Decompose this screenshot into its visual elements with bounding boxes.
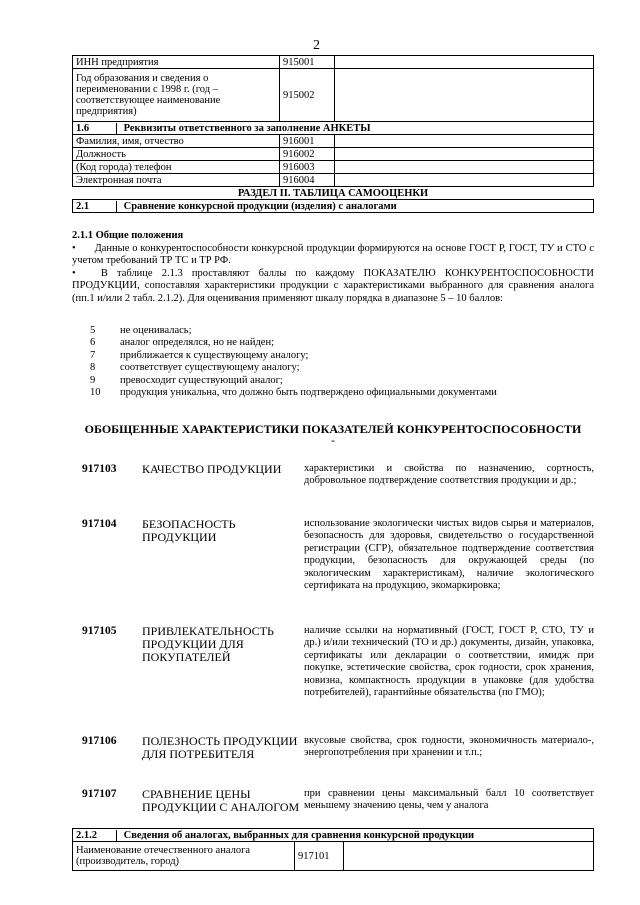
phone-label: (Код города) телефон	[73, 161, 280, 174]
table-row	[73, 174, 594, 187]
general-bullet-2	[72, 268, 594, 305]
section-header-row	[73, 122, 594, 135]
score-value: 9	[90, 374, 96, 386]
score-text: приближается к существующему аналогу;	[120, 349, 309, 361]
indicators-title	[72, 422, 594, 447]
questionnaire-table-top	[72, 55, 594, 213]
indicator-description: характеристики и свойства по назначению, сортность, добровольное подтверждение соответствия продукции и др.;	[304, 463, 594, 487]
position-value-field[interactable]	[335, 148, 594, 161]
table-row	[73, 161, 594, 174]
score-value: 7	[90, 349, 96, 361]
score-text: не оценивалась;	[120, 325, 192, 336]
list-item	[90, 362, 497, 374]
position-label: Должность	[73, 148, 280, 161]
inn-code: 915001	[280, 56, 335, 69]
section-header-row	[73, 200, 594, 213]
section-2-1-2-title: Сведения об аналогах, выбранных для сравнения конкурсной продукции	[123, 829, 475, 841]
email-label: Электронная почта	[73, 174, 280, 187]
score-scale-list	[90, 325, 497, 399]
indicator-name: КАЧЕСТВО ПРОДУКЦИИ	[142, 462, 282, 476]
indicators-title-text: ОБОБЩЕННЫЕ ХАРАКТЕРИСТИКИ ПОКАЗАТЕЛЕЙ КОНКУРЕНТОСПОСОБНОСТИ	[84, 422, 582, 436]
section-2-1	[73, 200, 594, 213]
indicator-name: БЕЗОПАСНОСТЬ ПРОДУКЦИИ	[142, 517, 236, 544]
general-provisions-heading: 2.1.1 Общие положения	[72, 230, 184, 241]
indicator-price-comparison	[72, 788, 594, 828]
section-2-1-2-number: 2.1.2	[73, 830, 117, 841]
list-item	[90, 375, 497, 387]
position-code: 916002	[280, 148, 335, 161]
founding-year-label: Год образования и сведения о переименовании с 1998 г. (год – соответствующее наименование предприятия)	[73, 69, 280, 122]
indicator-code: 917107	[82, 788, 117, 800]
general-bullet-1-text: Данные о конкурентоспособности конкурсной продукции формируются на основе ГОСТ Р, ГОСТ, ТУ и СТО с учетом требований ТР ТС и ТР РФ.	[72, 243, 594, 267]
score-value: 8	[90, 362, 96, 374]
table-row	[73, 842, 594, 871]
section-2-1-number: 2.1	[73, 201, 117, 212]
fio-label: Фамилия, имя, отчество	[73, 135, 280, 148]
indicator-name: ПРИВЛЕКАТЕЛЬНОСТЬ ПРОДУКЦИИ ДЛЯ ПОКУПАТЕЛЕЙ	[142, 624, 274, 664]
general-bullet-1	[72, 243, 594, 268]
fio-value-field[interactable]	[335, 135, 594, 148]
bullet-symbol: •	[72, 243, 76, 254]
part-title-row	[73, 187, 594, 200]
indicator-code: 917103	[82, 463, 117, 475]
indicator-description: вкусовые свойства, срок годности, экономичность материало-, энергопотребления при хранении и т.п.;	[304, 735, 594, 759]
list-item	[90, 337, 497, 349]
score-value: 5	[90, 325, 96, 336]
questionnaire-table-bottom	[72, 828, 594, 871]
score-text: соответствует существующему аналогу;	[120, 362, 300, 374]
indicator-name: СРАВНЕНИЕ ЦЕНЫ ПРОДУКЦИИ С АНАЛОГОМ	[142, 787, 300, 814]
analog-name-label: Наименование отечественного аналога (производитель, город)	[73, 842, 295, 871]
table-row	[73, 56, 594, 69]
score-value: 10	[90, 387, 101, 399]
section-1-6-title: Реквизиты ответственного за заполнение АНКЕТЫ	[123, 122, 371, 134]
score-text: аналог определялся, но не найден;	[120, 337, 274, 349]
indicator-code: 917106	[82, 735, 117, 747]
page-number: 2	[313, 38, 320, 53]
list-item	[90, 387, 497, 399]
list-item	[90, 350, 497, 362]
indicator-code: 917104	[82, 518, 117, 530]
table-row	[73, 148, 594, 161]
inn-value-field[interactable]	[335, 56, 594, 69]
indicator-safety	[72, 518, 594, 613]
email-code: 916004	[280, 174, 335, 187]
part-2-title: РАЗДЕЛ II. ТАБЛИЦА САМООЦЕНКИ	[237, 187, 429, 199]
score-text: превосходит существующий аналог;	[120, 374, 283, 386]
indicator-description: наличие ссылки на нормативный (ГОСТ, ГОСТ Р, СТО, ТУ и др.) и/или технический (ТО и др.) документы, дизайн, упаковка, сертификаты или декларации о соответствии, имидж при покупке, эстетические свойства, срок годности, срок хранения, новизна, компактность продукции в упаковке (для удобства потребителей), гарантийные обязательства (по ГМО);	[304, 625, 594, 699]
email-value-field[interactable]	[335, 174, 594, 187]
section-2-1-title: Сравнение конкурсной продукции (изделия) с аналогами	[123, 200, 397, 212]
indicator-code: 917105	[82, 625, 117, 637]
indicator-name: ПОЛЕЗНОСТЬ ПРОДУКЦИИ ДЛЯ ПОТРЕБИТЕЛЯ	[142, 734, 298, 761]
score-text: продукция уникальна, что должно быть подтверждено официальными документами	[120, 387, 497, 399]
fio-code: 916001	[280, 135, 335, 148]
founding-year-value-field[interactable]	[335, 69, 594, 122]
founding-year-code: 915002	[280, 69, 335, 122]
analog-name-code: 917101	[295, 842, 344, 871]
indicator-quality	[72, 463, 594, 503]
indicator-description: при сравнении цены максимальный балл 10 соответствует меньшему значению цены, чем у аналога	[304, 788, 594, 812]
indicator-attractiveness	[72, 625, 594, 725]
table-row	[73, 69, 594, 122]
general-bullet-2-text: В таблице 2.1.3 проставляют баллы по каждому ПОКАЗАТЕЛЮ КОНКУРЕНТОСПОСОБНОСТИ ПРОДУКЦИИ, сопоставляя характеристики продукции с характеристиками выбранного для сравнения аналога (пп.1 и/или 2 табл. 2.1.2). Для оценивания применяют шкалу порядка в диапазоне 5 – 10 баллов:	[72, 268, 595, 304]
indicators-title-dash: -	[331, 433, 335, 447]
analog-name-value-field[interactable]	[344, 842, 594, 871]
table-row	[73, 135, 594, 148]
section-1-6	[73, 122, 594, 135]
phone-value-field[interactable]	[335, 161, 594, 174]
section-1-6-number: 1.6	[73, 123, 117, 134]
bullet-symbol: •	[72, 268, 76, 279]
phone-code: 916003	[280, 161, 335, 174]
indicator-description: использование экологически чистых видов сырья и материалов, безопасность для здоровья, свидетельство о государственной регистрации (СГР), обязательное подтверждение соответствия продукции, безопасность для окружающей среды (по экологическим характеристикам), наличие экологического сертификата на продукцию, экомаркировка;	[304, 518, 594, 592]
section-header-row	[73, 829, 594, 842]
section-2-1-2	[73, 829, 594, 842]
list-item	[90, 325, 497, 337]
score-value: 6	[90, 337, 96, 349]
indicator-usefulness	[72, 735, 594, 775]
inn-label: ИНН предприятия	[73, 56, 280, 69]
